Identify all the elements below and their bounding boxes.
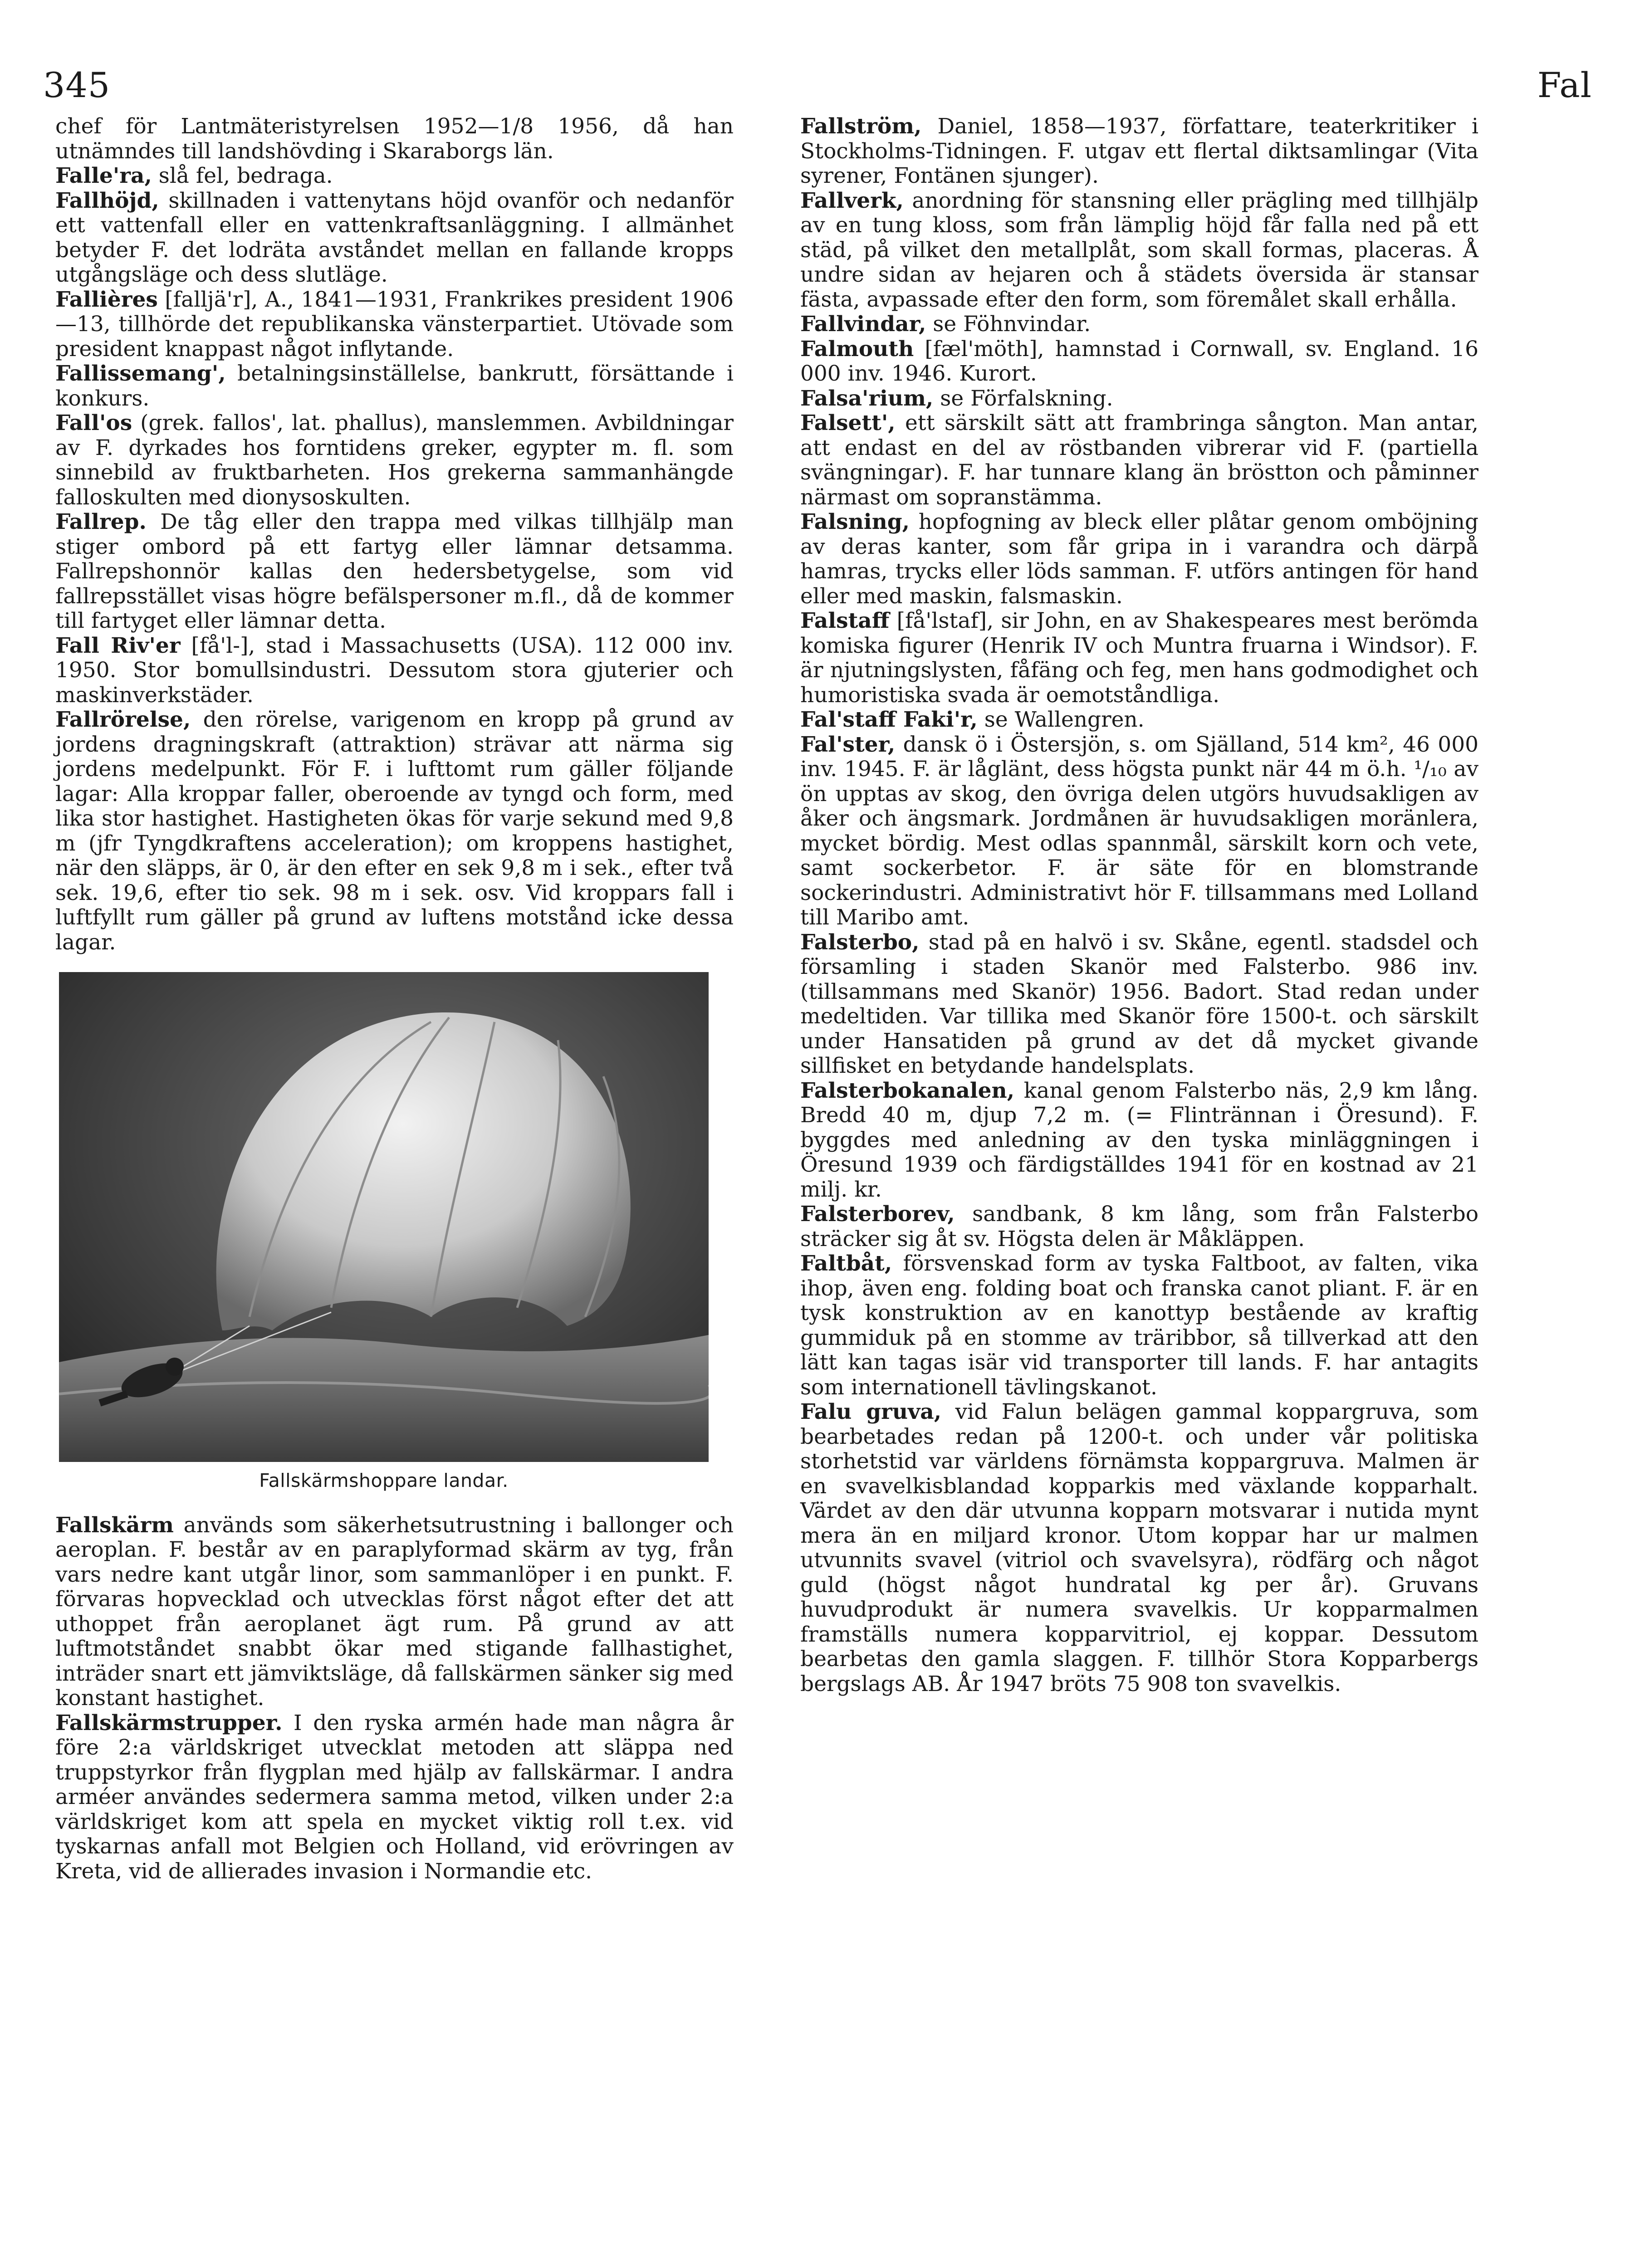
entry: Fallhöjd, skillnaden i vattenytans höjd ovanför och nedanför ett vattenfall eller en vattenkraftsanläggning. I allmänhet betyder F. det lodräta avståndet mellan en fallande kropps utgångsläge och dess slutläge. [55,188,734,287]
entry-headword: Falsett', [800,411,896,435]
entry: Fallières [falljä'r], A., 1841—1931, Frankrikes president 1906—13, tillhörde det republikanska vänsterpartiet. Utövade som president knappast något inflytande. [55,287,734,362]
entry: Fallskärmstrupper. I den ryska armén hade man några år före 2:a världskriget utvecklat metoden att släppa ned truppstyrkor från flygplan med hjälp av fallskärmar. I andra arméer användes sedermera samma metod, vilken under 2:a världskriget kom att spela en mycket viktig roll t.ex. vid tyskarnas anfall mot Belgien och Holland, vid erövringen av Kreta, vid de allierades invasion i Normandie etc. [55,1710,734,1884]
entry: Falle'ra, slå fel, bedraga. [55,163,333,188]
entry-headword: Fallières [55,287,158,312]
entry: Fall Riv'er [få'l-], stad i Massachusetts (USA). 112 000 inv. 1950. Stor bomullsindustri. Dessutom stora gjuterier och maskinverkstäder. [55,633,734,708]
entry-headword: Fal'staff Faki'r, [800,707,978,732]
left-entries [55,114,734,955]
entry: Falstaff [få'lstaf], sir John, en av Shakespeares mest berömda komiska figurer (Henrik IV och Muntra fruarna i Windsor). F. är njutningslysten, fåfäng och feg, men hans godmodighet och humoristiska svada är oemotståndliga. [800,608,1478,708]
entry-headword: Faltbåt, [800,1251,892,1276]
entry-headword: Fallrörelse, [55,707,191,732]
entry: Fal'ster, dansk ö i Östersjön, s. om Själland, 514 km², 46 000 inv. 1945. F. är låglänt, dess högsta punkt när 44 m ö.h. ¹/₁₀ av ön upptas av skog, den övriga delen utgörs huvudsakligen av åker och ängsmark. Jordmånen är huvudsakligen moränlera, mycket bördig. Mest odlas spannmål, särskilt korn och vete, samt sockerbetor. F. är säte för en blomstrande sockerindustri. Administrativt hör F. tillsammans med Lolland till Maribo amt. [800,732,1478,930]
entry: Fallrörelse, den rörelse, varigenom en kropp på grund av jordens dragningskraft (attraktion) strävar att närma sig jordens medelpunkt. För F. i lufttomt rum gäller följande lagar: Alla kroppar faller, oberoende av tyngd och form, med lika stor hastighet. Hastigheten ökas för varje sekund med 9,8 m (jfr Tyngdkraftens acceleration); om kroppens hastighet, när den släpps, är 0, är den efter en sek 9,8 m i sek., efter två sek. 19,6, efter tio sek. 98 m i sek. osv. Vid kroppars fall i luftfyllt rum gäller på grund av luftens motstånd icke dessa lagar. [55,707,734,955]
right-column [800,114,1478,1696]
entry: Falsterbokanalen, kanal genom Falsterbo näs, 2,9 km lång. Bredd 40 m, djup 7,2 m. (= Flintrännan i Öresund). F. byggdes med anledning av den tyska minläggningen i Öresund 1939 och färdigställdes 1941 för en kostnad av 21 milj. kr. [800,1078,1478,1202]
entry-headword: Fal'ster, [800,732,896,757]
entry-headword: Fallrep. [55,509,147,534]
page-number: 345 [43,65,111,105]
entry: Fallrep. De tåg eller den trappa med vilkas tillhjälp man stiger ombord på ett fartyg eller lämnar detsamma. Fallrepshonnör kallas den hedersbetygelse, som vid fallrepsstället visas högre befälspersoner m.fl., då de kommer till fartyget eller lämnar detta. [55,509,734,633]
entry-headword: Falmouth [800,336,914,362]
entry: Falmouth [fæl'möth], hamnstad i Cornwall, sv. England. 16 000 inv. 1946. Kurort. [800,336,1478,386]
entry: Fal'staff Faki'r, se Wallengren. [800,707,1145,732]
entry: Fallissemang', betalningsinställelse, bankrutt, försättande i konkurs. [55,361,734,411]
parachute-photo [59,972,709,1462]
entry: Fallverk, anordning för stansning eller prägling med tillhjälp av en tung kloss, som från lämplig höjd får falla ned på ett städ, på vilket den metallplåt, som skall formas, placeras. Å undre sidan av hejaren och å städets översida är stansar fästa, avpassade efter den form, som föremålet skall erhålla. [800,188,1478,312]
guide-word: Fal [1537,65,1592,105]
entry-headword: Fallissemang', [55,361,226,386]
entry: chef för Lantmäteristyrelsen 1952—1/8 1956, då han utnämndes till landshövding i Skaraborgs län. [55,114,734,164]
entry-headword: Fallverk, [800,188,904,213]
entry: Falsa'rium, se Förfalskning. [800,386,1113,411]
entry-headword: Fallström, [800,114,922,139]
left-entries-after [55,1513,734,1884]
entry-headword: Fallskärm [55,1512,174,1538]
entry-headword: Fallskärmstrupper. [55,1710,283,1735]
entry: Falsett', ett särskilt sätt att frambringa sångton. Man antar, att endast en del av röstbanden vibrerar vid F. (partiella svängningar). F. har tunnare klang än bröstton och påminner närmast om sopranstämma. [800,411,1478,510]
entry: Fall'os (grek. fallos', lat. phallus), manslemmen. Avbildningar av F. dyrkades hos forntidens greker, egypter m. fl. som sinnebild av fruktbarheten. Hos grekerna sammanhängde falloskulten med dionysoskulten. [55,411,734,510]
entry: Fallström, Daniel, 1858—1937, författare, teaterkritiker i Stockholms-Tidningen. F. utgav ett flertal diktsamlingar (Vita syrener, Fontänen sjunger). [800,114,1478,188]
entry-headword: Fallvindar, [800,312,926,337]
entry-headword: Fallhöjd, [55,188,159,213]
entry-headword: Falu gruva, [800,1399,942,1424]
entry: Falu gruva, vid Falun belägen gammal koppargruva, som bearbetades redan på 1200-t. och under vår politiska storhetstid var världens förnämsta koppargruva. Malmen är en svavelkisblandad kopparkis med växlande kopparhalt. Värdet av den där utvunna kopparn motsvarar i nutida mynt mera än en miljard kronor. Utom koppar har ur malmen utvunnits svavel (vitriol och svavelsyra), rödfärg och något guld (högst något hundratal kg per år). Gruvans huvudprodukt är numera svavelkis. Ur kopparmalmen framställs numera kopparvitriol, ej koppar. Dessutom bearbetas den gamla slaggen. F. tillhör Stora Kopparbergs bergslags AB. År 1947 bröts 75 908 ton svavelkis. [800,1399,1478,1696]
entry: Fallvindar, se Föhnvindar. [800,312,1091,337]
entry: Falsning, hopfogning av bleck eller plåtar genom omböjning av deras kanter, som får gripa in i varandra och därpå hamras, trycks eller löds samman. F. utförs antingen för hand eller med maskin, falsmaskin. [800,509,1478,609]
entry: Fallskärm används som säkerhetsutrustning i ballonger och aeroplan. F. består av en paraplyformad skärm av tyg, från vars nedre kant utgår linor, som sammanlöper i en punkt. F. förvaras hopvecklad och utvecklas först något efter det att uthoppet från aeroplanet ägt rum. På grund av att luftmotståndet snabbt ökar med stigande fallhastighet, inträder snart ett jämviktsläge, då fallskärmen sänker sig med konstant hastighet. [55,1512,734,1711]
entry-headword: Falsa'rium, [800,386,934,411]
entry-headword: Falsterbokanalen, [800,1078,1015,1103]
entry-headword: Falle'ra, [55,163,152,188]
entry: Falsterborev, sandbank, 8 km lång, som från Falsterbo sträcker sig åt sv. Högsta delen är Måkläppen. [800,1202,1478,1251]
entry-headword: Fall Riv'er [55,633,181,658]
entry-headword: Fall'os [55,411,132,435]
parachute-figure [59,972,709,1493]
entry-headword: Falsning, [800,509,910,534]
entry-headword: Falstaff [800,608,890,633]
left-column [55,114,734,1884]
entry: Falsterbo, stad på en halvö i sv. Skåne, egentl. stadsdel och församling i staden Skanör med Falsterbo. 986 inv. (tillsammans med Skanör) 1956. Badort. Stad redan under medeltiden. Var tillika med Skanör före 1500-t. och särskilt under Hansatiden på grund av det då mycket givande sillfisket en betydande handelsplats. [800,929,1478,1078]
entry: Faltbåt, försvenskad form av tyska Faltboot, av falten, vika ihop, även eng. folding boat och franska canot pliant. F. är en tysk konstruktion av en kanottyp bestående av kraftig gummiduk på en stomme av träribbor, så tillverkad att den lätt kan tagas isär vid transporter till lands. F. har antagits som internationell tävlingskanot. [800,1251,1478,1400]
figure-caption: Fallskärmshoppare landar. [259,1470,509,1491]
entry-headword: Falsterbo, [800,929,920,955]
entry-headword: Falsterborev, [800,1202,955,1227]
